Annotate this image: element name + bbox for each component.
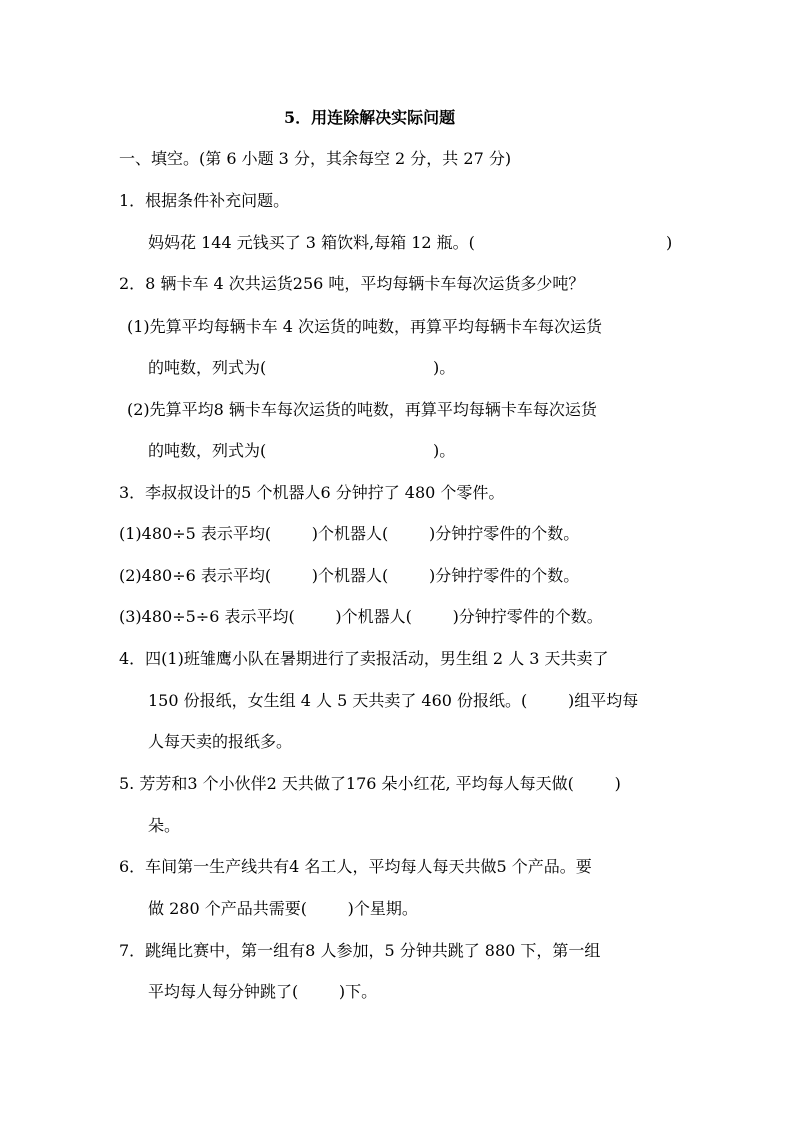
- question-6-line2: 做 280 个产品共需要( )个星期。: [148, 899, 418, 918]
- section-heading: 一、填空。(第 6 小题 3 分，其余每空 2 分，共 27 分): [119, 149, 512, 168]
- question-5-line1: 5. 芳芳和3 个小伙伴2 天共做了176 朵小红花, 平均每人每天做( ): [119, 774, 621, 793]
- question-2-part2-close: )。: [433, 441, 456, 460]
- question-1-line: 妈妈花 144 元钱买了 3 箱饮料,每箱 12 瓶。(: [148, 233, 475, 252]
- question-4-line3: 人每天卖的报纸多。: [148, 732, 293, 751]
- question-7-line2: 平均每人每分钟跳了( )下。: [148, 982, 378, 1001]
- question-3-sub2: (2)480÷6 表示平均( )个机器人( )分钟拧零件的个数。: [119, 566, 580, 585]
- question-6-line1: 6．车间第一生产线共有4 名工人，平均每人每天共做5 个产品。要: [119, 857, 592, 876]
- question-2-part1-line2: 的吨数，列式为(: [148, 358, 267, 377]
- question-2-part1-close: )。: [433, 358, 456, 377]
- question-2-stem: 2．8 辆卡车 4 次共运货256 吨，平均每辆卡车每次运货多少吨？: [119, 274, 585, 293]
- question-2-part2-line1: (2)先算平均8 辆卡车每次运货的吨数，再算平均每辆卡车每次运货: [127, 400, 597, 419]
- question-1-stem: 1．根据条件补充问题。: [119, 191, 290, 210]
- question-2-part2-line2: 的吨数，列式为(: [148, 441, 267, 460]
- question-2-part1-line1: (1)先算平均每辆卡车 4 次运货的吨数，再算平均每辆卡车每次运货: [127, 317, 603, 336]
- question-5-line2: 朵。: [148, 816, 181, 835]
- question-4-line1: 4．四(1)班雏鹰小队在暑期进行了卖报活动，男生组 2 人 3 天共卖了: [119, 649, 609, 668]
- question-3-stem: 3．李叔叔设计的5 个机器人6 分钟拧了 480 个零件。: [119, 483, 505, 502]
- question-7-line1: 7．跳绳比赛中，第一组有8 人参加，5 分钟共跳了 880 下，第一组: [119, 941, 601, 960]
- question-3-sub1: (1)480÷5 表示平均( )个机器人( )分钟拧零件的个数。: [119, 524, 580, 543]
- question-4-line2: 150 份报纸，女生组 4 人 5 天共卖了 460 份报纸。( )组平均每: [148, 691, 639, 710]
- question-1-close: ): [666, 233, 673, 252]
- page-title: 5．用连除解决实际问题: [284, 108, 456, 127]
- question-3-sub3: (3)480÷5÷6 表示平均( )个机器人( )分钟拧零件的个数。: [119, 607, 603, 626]
